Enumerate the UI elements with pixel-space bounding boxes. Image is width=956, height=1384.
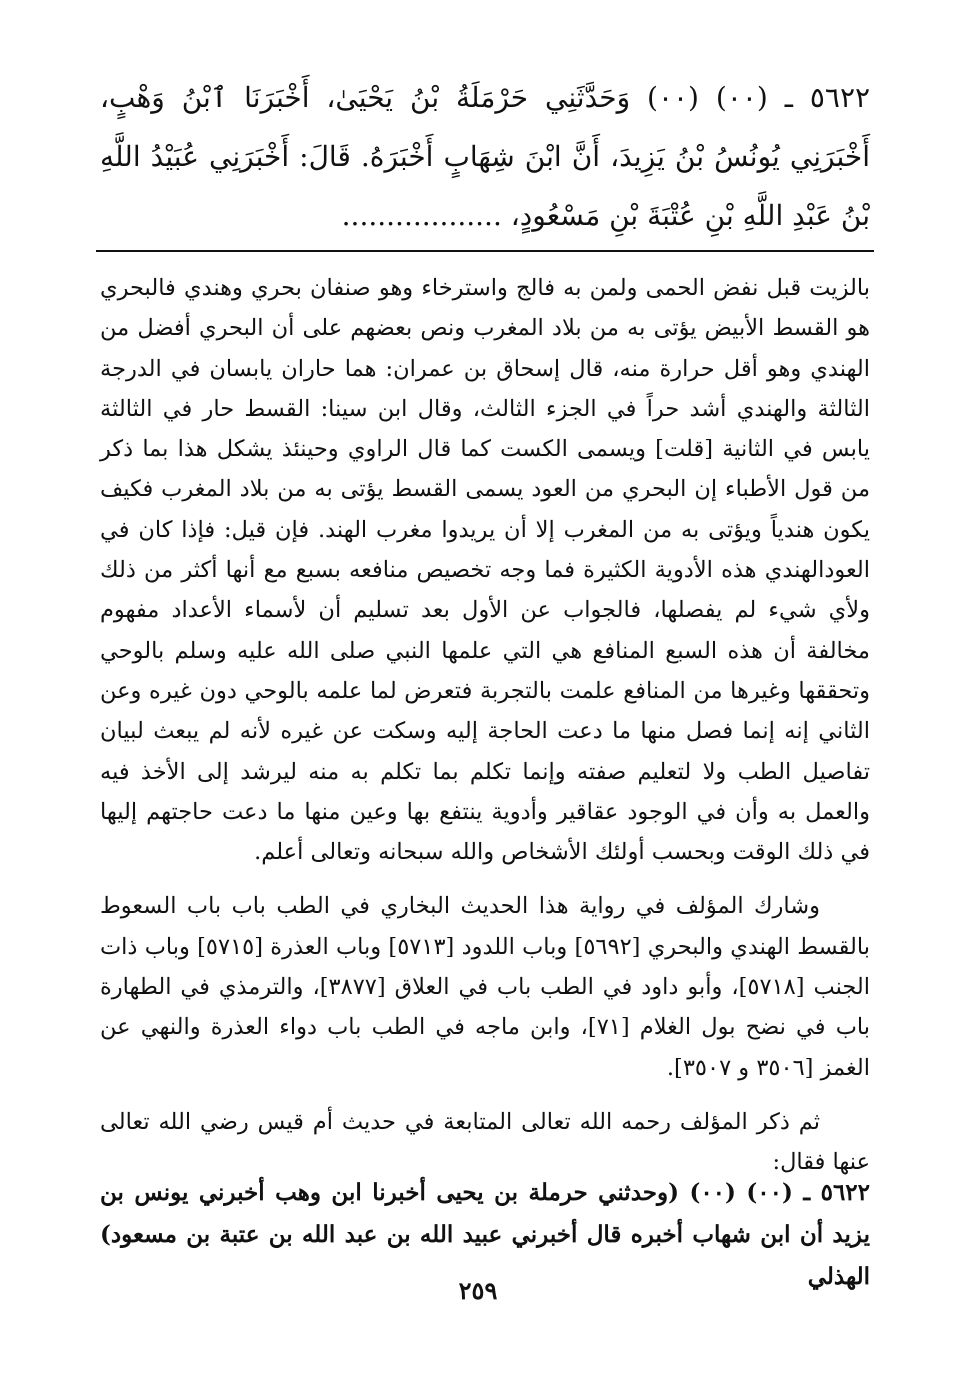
commentary-paragraph-1: بالزيت قبل نفض الحمى ولمن به فالج واسترخاء وهو صنفان بحري وهندي فالبحري هو القسط الأبيض يؤتى به من بلاد المغرب ونص بعضهم على أن البحري أفضل من الهندي وهو أقل حرارة منه، قال إسحاق بن عمران: هما حاران يابسان في الدرجة الثالثة والهندي أشد حراً في الجزء الثالث، وقال ابن سينا: القسط حار في الثالثة يابس في الثانية [قلت] ويسمى الكست كما قال الراوي وحينئذ يشكل هذا بما ذكر من قول الأطباء إن البحري من العود يسمى القسط يؤتى به من بلاد المغرب فكيف يكون هندياً ويؤتى به من المغرب إلا أن يريدوا مغرب الهند. فإن قيل: فإذا كان في العودالهندي هذه الأدوية الكثيرة فما وجه تخصيص منافعه بسبع مع أنها أكثر من ذلك ولأي شيء لم يفصلها، فالجواب عن الأول بعد تسليم أن لأسماء الأعداد مفهوم مخالفة أن هذه السبع المنافع هي التي علمها النبي صلى الله عليه وسلم بالوحي وتحققها وغيرها من المنافع علمت بالتجربة فتعرض لما علمه بالوحي دون غيره وعن الثاني إنه إنما فصل منها ما دعت الحاجة إليه وسكت عن غيره لأنه لم يبعث لبيان تفاصيل الطب ولا لتعليم صفته وإنما تكلم بما تكلم به منه ليرشد إلى الأخذ فيه والعمل به وأن في الوجود عقاقير وأدوية ينتفع بها وعين منها ما دعت حاجتهم إليها في ذلك الوقت وبحسب أولئك الأشخاص والله سبحانه وتعالى أعلم.	[100, 275, 870, 866]
hadith-chain-bold: ٥٦٢٢ ـ (٠٠) (٠٠) (وحدثني حرملة بن يحيى أخبرنا ابن وهب أخبرني يونس بن يزيد أن ابن شهاب أخبره قال أخبرني عبيد الله بن عبد الله بن عتبة بن مسعود) الهذلي	[100, 1179, 871, 1290]
page-number: ٢٥٩	[458, 1276, 498, 1305]
footnote-divider	[96, 250, 874, 252]
main-hadith-text: ٥٦٢٢ ـ (٠٠) (٠٠) وَحَدَّثَنِي حَرْمَلَةُ بْنُ يَحْيَىٰ، أَخْبَرَنَا ٱبْنُ وَهْبٍ، أَخْبَرَنِي يُونُسُ بْنُ يَزِيدَ، أَنَّ ابْنَ شِهَابٍ أَخْبَرَهُ. قَالَ: أَخْبَرَنِي عُبَيْدُ اللَّهِ بْنُ عَبْدِ اللَّهِ بْنِ عُتْبَةَ بْنِ مَسْعُودٍ، ..................	[100, 81, 871, 232]
commentary-section	[100, 268, 870, 1183]
commentary-paragraph-2: وشارك المؤلف في رواية هذا الحديث البخاري في الطب باب باب السعوط بالقسط الهندي والبحري [٥٦٩٢] وباب اللدود [٥٧١٣] وباب العذرة [٥٧١٥] وباب ذات الجنب [٥٧١٨]، وأبو داود في الطب باب في العلاق [٣٨٧٧]، والترمذي في الطهارة باب في نضح بول الغلام [٧١]، وابن ماجه في الطب باب دواء العذرة والنهي عن الغمز [٣٥٠٦ و ٣٥٠٧].	[100, 893, 871, 1081]
commentary-paragraph-3: ثم ذكر المؤلف رحمه الله تعالى المتابعة في حديث أم قيس رضي الله تعالى عنها فقال:	[100, 1108, 870, 1176]
